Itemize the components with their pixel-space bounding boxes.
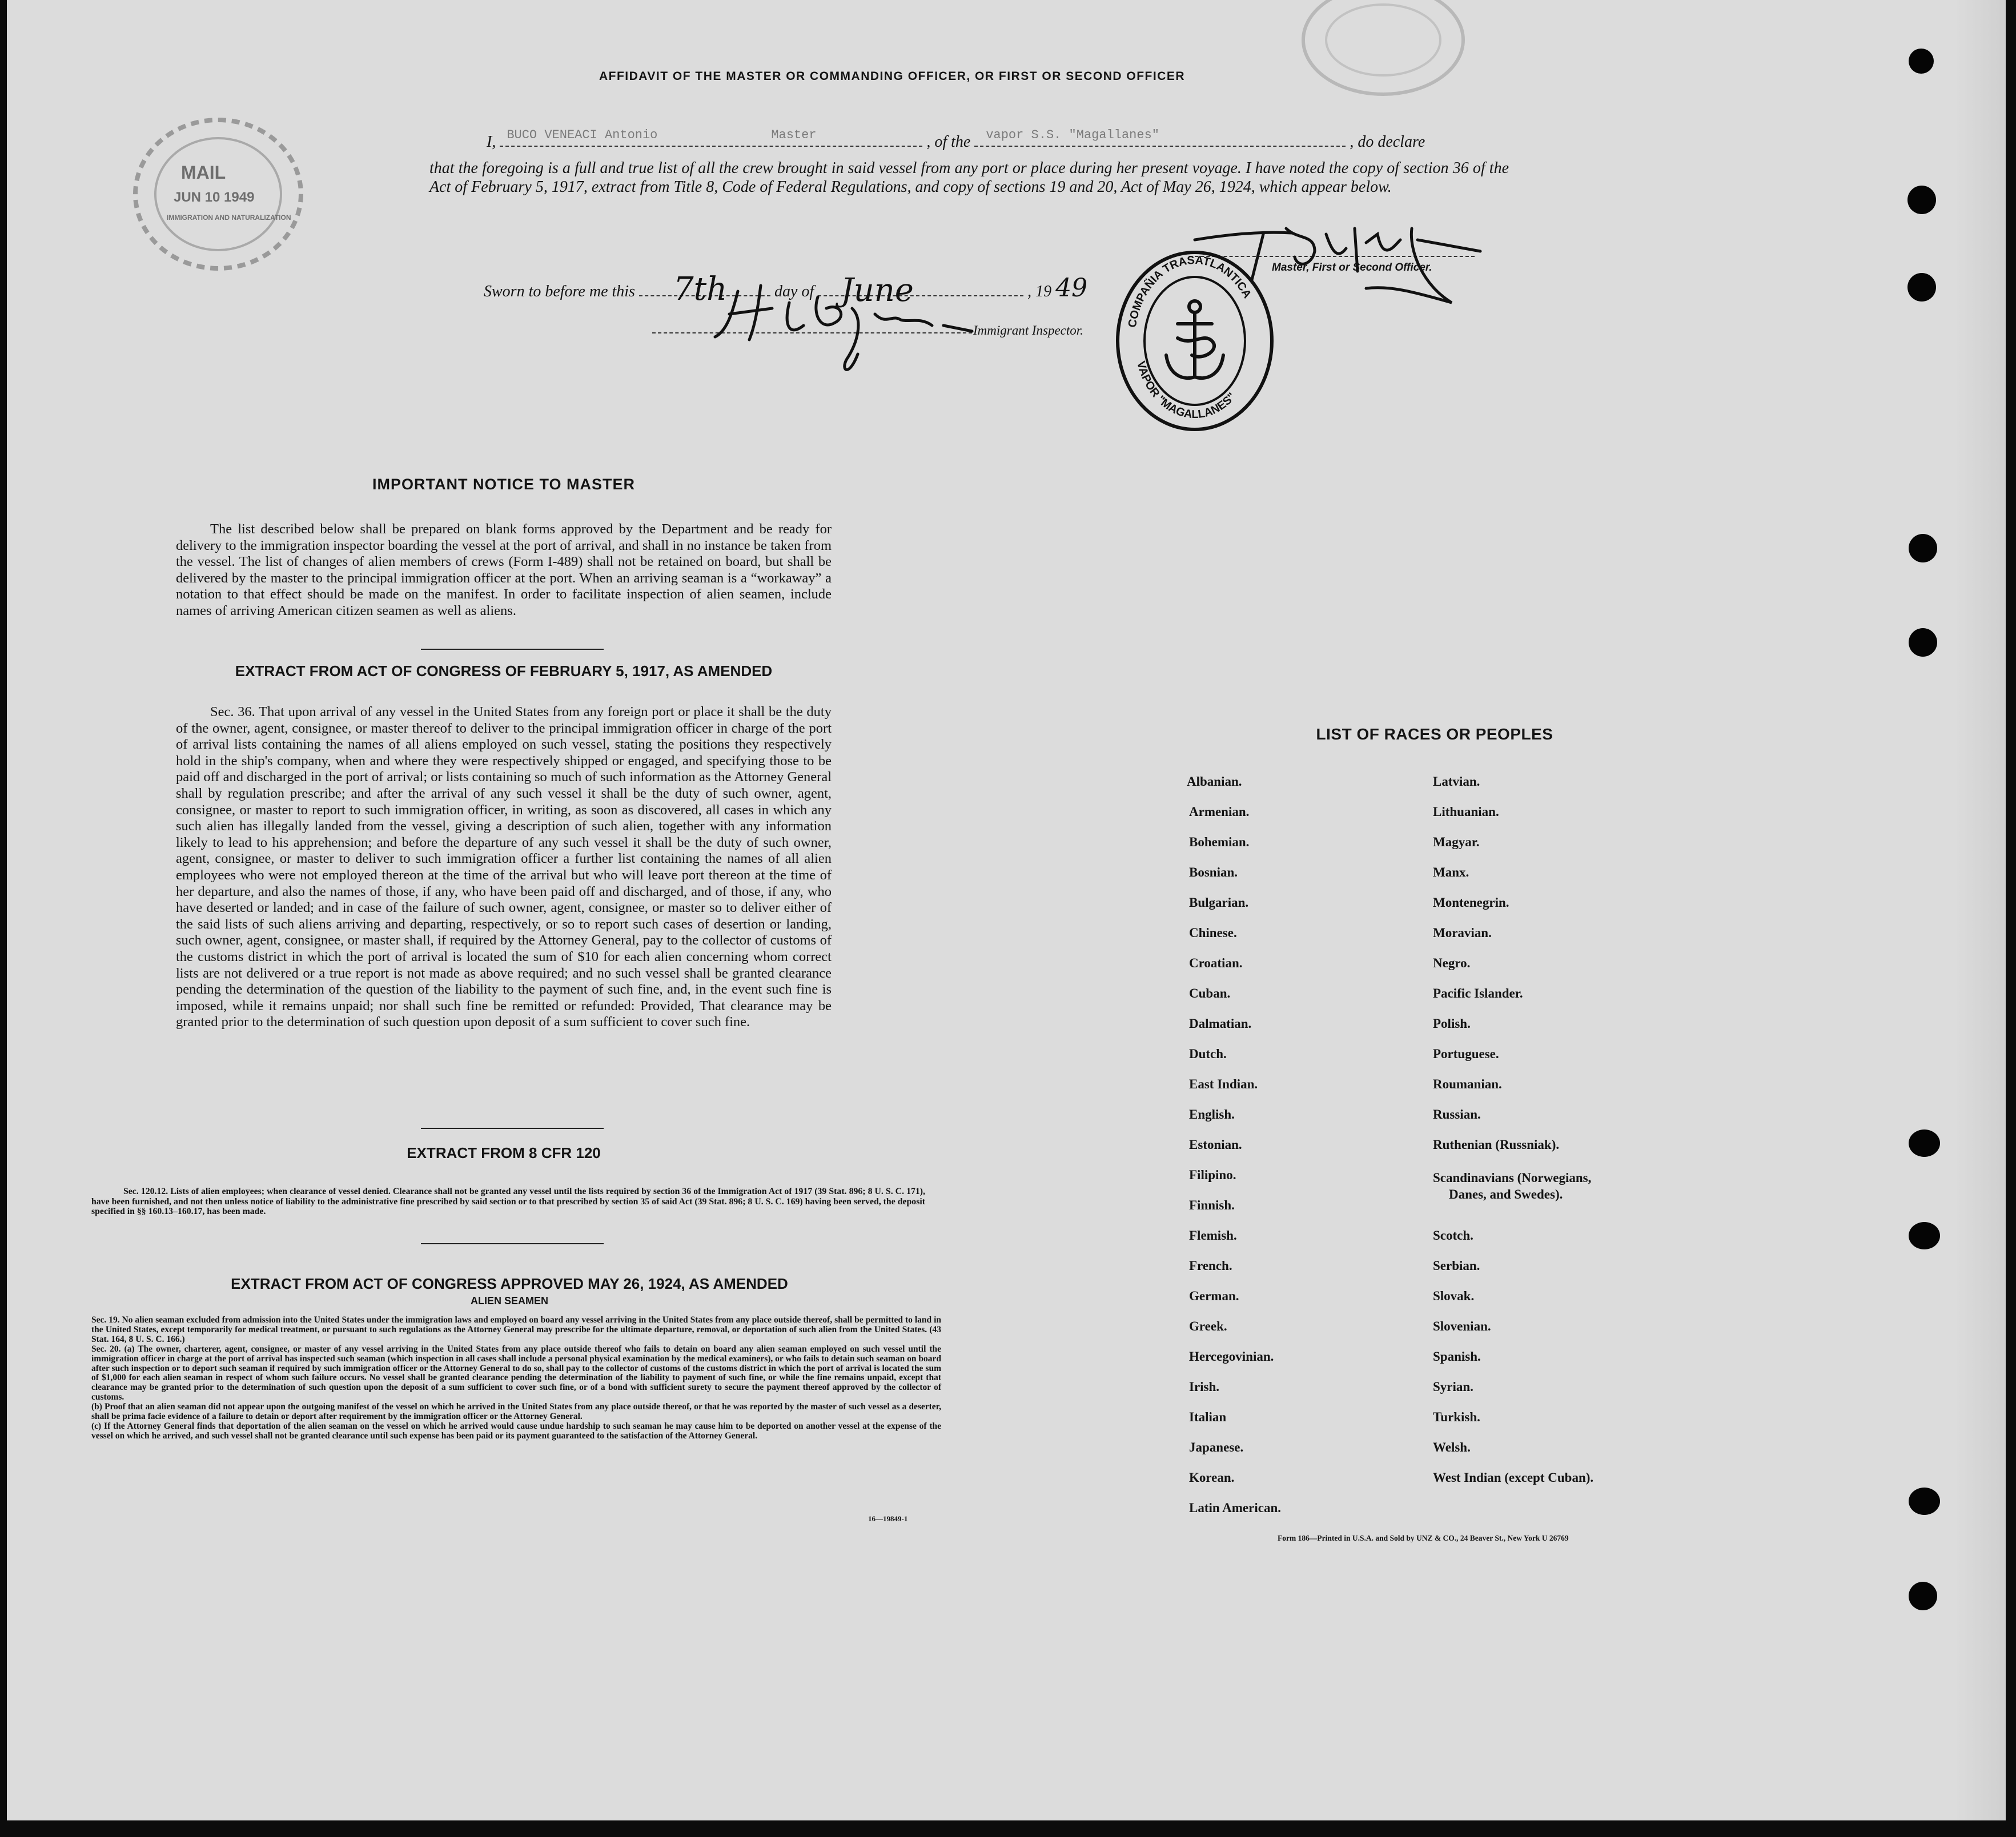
ship-stamp-bottom-text: VAPOR "MAGALLANES" bbox=[1134, 360, 1239, 421]
punch-hole bbox=[1907, 186, 1936, 214]
race-item: Korean. bbox=[1189, 1470, 1235, 1485]
form-code: 16—19849-1 bbox=[868, 1514, 908, 1523]
race-item: Russian. bbox=[1433, 1107, 1481, 1122]
race-item: Danes, and Swedes). bbox=[1449, 1187, 1563, 1201]
race-item: Ruthenian (Russniak). bbox=[1433, 1137, 1560, 1152]
anchor-icon bbox=[1166, 301, 1223, 378]
race-item: West Indian (except Cuban). bbox=[1433, 1470, 1594, 1485]
race-item: Filipino. bbox=[1189, 1168, 1236, 1182]
mail-stamp-text: MAIL bbox=[181, 162, 226, 183]
divider bbox=[421, 1243, 604, 1244]
race-item: Bulgarian. bbox=[1189, 895, 1249, 910]
race-item: Cuban. bbox=[1189, 986, 1231, 1000]
race-item: Portuguese. bbox=[1433, 1047, 1499, 1061]
race-item: Dutch. bbox=[1189, 1047, 1227, 1061]
document-page bbox=[7, 0, 2006, 1820]
mail-stamp-sub: IMMIGRATION AND NATURALIZATION bbox=[167, 214, 291, 222]
race-item: Turkish. bbox=[1433, 1410, 1480, 1424]
race-item: Welsh. bbox=[1433, 1440, 1471, 1454]
master-name-value: BUCO VENEACI Antonio bbox=[507, 128, 658, 142]
punch-hole bbox=[1909, 49, 1934, 74]
race-item: Slovenian. bbox=[1433, 1319, 1491, 1333]
sworn-label: Sworn to before me this bbox=[484, 283, 635, 300]
notice-text: The list described below shall be prepared on blank forms approved by the Department and be ready for delivery to the immigration inspector boarding the vessel at the port of arrival, and shall in no instance be taken from the vessel. The list of changes of alien members of crews (Form I-489) shall not be retained on board, but shall be delivered by the master to the principal immigration officer at the port. When an arriving seaman is a “workaway” a notation to that effect should be made on the manifest. In order to facilitate inspection of alien seamen, include names of arriving American citizen seamen as well as aliens. bbox=[176, 521, 832, 618]
cfr-text: Sec. 120.12. Lists of alien employees; when clearance of vessel denied. Clearance shall not be granted any vessel until the lists required by section 36 of the Immigration Act of 1917 (39 Stat. 896; 8 U. S. C. 171), have been furnished, and not then unless notice of liability to the administrative fine prescribed by said section or to that prescribed by section 35 of said Act (39 Stat. 896; 8 U. S. C. 169) having been served, the deposit specified in §§ 160.13–160.17, has been made. bbox=[91, 1187, 925, 1216]
extract-1924-subtitle: ALIEN SEAMEN bbox=[470, 1295, 548, 1307]
race-item: Serbian. bbox=[1433, 1259, 1480, 1273]
divider bbox=[421, 649, 604, 650]
race-item: Italian bbox=[1189, 1410, 1227, 1424]
year-prefix: , 19 bbox=[1027, 283, 1052, 300]
do-declare-label: , do declare bbox=[1350, 133, 1425, 151]
race-item: Japanese. bbox=[1189, 1440, 1244, 1454]
race-item: Latvian. bbox=[1433, 774, 1480, 789]
race-item: East Indian. bbox=[1189, 1077, 1258, 1091]
inspector-signature bbox=[704, 268, 1001, 383]
extract-1917-title: EXTRACT FROM ACT OF CONGRESS OF FEBRUARY 5, 1917, AS AMENDED bbox=[235, 662, 773, 680]
race-item: Syrian. bbox=[1433, 1380, 1473, 1394]
race-item: Scotch. bbox=[1433, 1228, 1473, 1243]
race-item: Negro. bbox=[1433, 956, 1471, 970]
sworn-year-hand: 49 bbox=[1055, 274, 1088, 303]
race-item: Albanian. bbox=[1187, 774, 1242, 789]
punch-hole bbox=[1909, 1488, 1940, 1515]
races-title: LIST OF RACES OR PEOPLES bbox=[1316, 725, 1553, 743]
ship-stamp-top-text: COMPAÑIA TRASATLANTICA bbox=[1126, 254, 1254, 329]
race-item: Irish. bbox=[1189, 1380, 1220, 1394]
race-item: Manx. bbox=[1433, 865, 1469, 879]
race-item: Croatian. bbox=[1189, 956, 1243, 970]
race-item: French. bbox=[1189, 1259, 1232, 1273]
race-item: Chinese. bbox=[1189, 926, 1237, 940]
race-item: Flemish. bbox=[1189, 1228, 1237, 1243]
affidavit-declaration-line bbox=[487, 128, 1629, 151]
mail-received-stamp bbox=[127, 111, 310, 277]
race-item: Finnish. bbox=[1189, 1198, 1235, 1212]
race-item: Polish. bbox=[1433, 1016, 1471, 1031]
vessel-name-value: vapor S.S. "Magallanes" bbox=[986, 128, 1159, 142]
race-item: Bohemian. bbox=[1189, 835, 1250, 849]
sworn-month-hand: June bbox=[841, 272, 914, 309]
punch-hole bbox=[1909, 534, 1937, 562]
footer-form-line: Form 186—Printed in U.S.A. and Sold by UNZ & CO., 24 Beaver St., New York U 26769 bbox=[1278, 1534, 1569, 1542]
notice-title: IMPORTANT NOTICE TO MASTER bbox=[372, 476, 635, 493]
race-item: Pacific Islander. bbox=[1433, 986, 1523, 1000]
i-prefix: I, bbox=[487, 133, 496, 151]
race-item: Dalmatian. bbox=[1189, 1016, 1252, 1031]
race-item: Estonian. bbox=[1189, 1137, 1242, 1152]
master-officer-label: Master, First or Second Officer. bbox=[1272, 262, 1432, 274]
race-item: Montenegrin. bbox=[1433, 895, 1509, 910]
extract-1917-text: Sec. 36. That upon arrival of any vessel in the United States from any foreign port or place it shall be the duty of the owner, agent, consignee, or master thereof to deliver to the principal immigration officer in charge of the port of arrival lists containing the names of all aliens employed on such vessel, stating the positions they respectively hold in the ship's company, when and where they were respectively shipped or engaged, and specifying those to be paid off and discharged in the port of arrival; or lists containing so much of such information as the Attorney General shall by regulation prescribe; and after the arrival of any such vessel it shall be the duty of such owner, agent, consignee, or master to report to such immigration officer, in writing, as soon as discovered, all cases in which any such alien has illegally landed from the vessel, giving a description of such alien, together with any information likely to lead to his apprehension; and before the departure of any such vessel it shall be the duty of such owner, agent, consignee, or master to deliver to such immigration officer a further list containing the names of all alien employees who were not employed thereon at the time of the arrival but who will leave port thereon at the time of her departure, and also the names of those, if any, who have been paid off and discharged, and of those, if any, who have deserted or landed; and in case of the failure of such owner, agent, consignee, or master so to deliver either of the said lists of such aliens arriving and departing, respectively, or so to report such cases of desertion or landing, such owner, agent, consignee, or master shall, if required by the Attorney General, pay to the collector of customs of the customs district in which the port of arrival is located the sum of $10 for each alien concerning whom correct lists are not delivered or a true report is not made as above required; and no such vessel shall be granted clearance pending the determination of the question of the liability to the payment of such fine, and, in the event such fine is imposed, while it remains unpaid; nor shall such fine be remitted or refunded: Provided, That clearance may be granted prior to the determination of such question upon deposit of a sum sufficient to cover such fine. bbox=[176, 704, 832, 1030]
race-item: Bosnian. bbox=[1189, 865, 1238, 879]
extract-1924-text: Sec. 19. No alien seaman excluded from admission into the United States under the immigration laws and employed on board any vessel arriving in the United States from any place outside thereof, shall be permitted to land in the United States, except temporarily for medical treatment, or pursuant to such regulations as the Attorney General may prescribe for the ultimate departure, removal, or deportation of such alien from the United States. (43 Stat. 164, 8 U. S. C. 166.) Sec. 20. (a) The owner, charterer, agent, consignee, or master of any vessel arriving in the United States from any place outside thereof who fails to detain on board any alien seaman employed on such vessel until the immigration officer in charge at the port of arrival has inspected such seaman (which inspection in all cases shall include a personal physical examination by the medical examiners), or who fails to detain such seaman on board after such inspection or to deport such seaman if required by such immigration officer or the Attorney General to do so, shall pay to the collector of customs of the customs district in which the port of arrival is located the sum of $1,000 for each alien seaman in respect of whom such failure occurs. No vessel shall be granted clearance pending the determination of the liability to payment of such fine, or while the fine remains unpaid, except that clearance may be granted prior to the determination of such question upon the deposit of a sum sufficient to cover such fine, or of a bond with sufficient surety to secure the payment thereof approved by the collector of customs. (b) Proof that an alien seaman did not appear upon the outgoing manifest of the vessel on which he arrived in the United States from any place outside thereof, or that he was reported by the master of such vessel as a deserter, shall be prima facie evidence of a failure to detain or deport after requirement by the immigration officer or the Attorney General. (c) If the Attorney General finds that deportation of the alien seaman on the vessel on which he arrived would cause undue hardship to such seaman he may cause him to be deported on another vessel at the expense of the vessel on which he arrived, and such vessel shall not be granted clearance until such expense has been paid or its payment guaranteed to the satisfaction of the Attorney General. bbox=[91, 1315, 941, 1441]
race-item: Greek. bbox=[1189, 1319, 1227, 1333]
race-item: Scandinavians (Norwegians, bbox=[1433, 1171, 1592, 1185]
race-item: Roumanian. bbox=[1433, 1077, 1502, 1091]
vessel-name-field bbox=[974, 128, 1346, 147]
affidavit-title: AFFIDAVIT OF THE MASTER OR COMMANDING OFFICER, OR FIRST OR SECOND OFFICER bbox=[599, 70, 1186, 83]
race-item: Slovak. bbox=[1433, 1289, 1475, 1303]
inspector-label: Immigrant Inspector. bbox=[973, 323, 1083, 337]
race-item: Magyar. bbox=[1433, 835, 1480, 849]
punch-hole bbox=[1909, 1222, 1940, 1249]
affidavit-paragraph: that the foregoing is a full and true list of all the crew brought in said vessel from any port or place during her present voyage. I have noted the copy of section 36 of the Act of February 5, 1917, extract from Title 8, Code of Federal Regulations, and copy of sections 19 and 20, Act of May 26, 1924, which appear below. bbox=[429, 159, 1509, 196]
extract-1924-title: EXTRACT FROM ACT OF CONGRESS APPROVED MAY 26, 1924, AS AMENDED bbox=[231, 1275, 788, 1292]
race-item: German. bbox=[1189, 1289, 1239, 1303]
day-of-label: day of bbox=[774, 283, 814, 300]
of-the-label: , of the bbox=[926, 133, 971, 151]
race-item: English. bbox=[1189, 1107, 1235, 1122]
master-name-field bbox=[500, 128, 922, 147]
cfr-title: EXTRACT FROM 8 CFR 120 bbox=[407, 1144, 601, 1161]
punch-hole bbox=[1909, 1129, 1940, 1157]
race-item: Hercegovinian. bbox=[1189, 1349, 1274, 1364]
punch-hole bbox=[1909, 1582, 1937, 1610]
race-item: Spanish. bbox=[1433, 1349, 1481, 1364]
sworn-day-hand: 7th bbox=[673, 271, 728, 308]
ship-company-stamp bbox=[1112, 247, 1278, 435]
race-item: Latin American. bbox=[1189, 1501, 1281, 1515]
mail-stamp-date: JUN 10 1949 bbox=[174, 190, 255, 205]
master-rank-value: Master bbox=[771, 128, 817, 142]
race-item: Lithuanian. bbox=[1433, 805, 1499, 819]
divider bbox=[421, 1128, 604, 1129]
race-item: Armenian. bbox=[1189, 805, 1250, 819]
race-item: Moravian. bbox=[1433, 926, 1492, 940]
punch-hole bbox=[1909, 628, 1937, 657]
punch-hole bbox=[1907, 273, 1936, 302]
paper-edge-shade bbox=[1954, 0, 2006, 1820]
